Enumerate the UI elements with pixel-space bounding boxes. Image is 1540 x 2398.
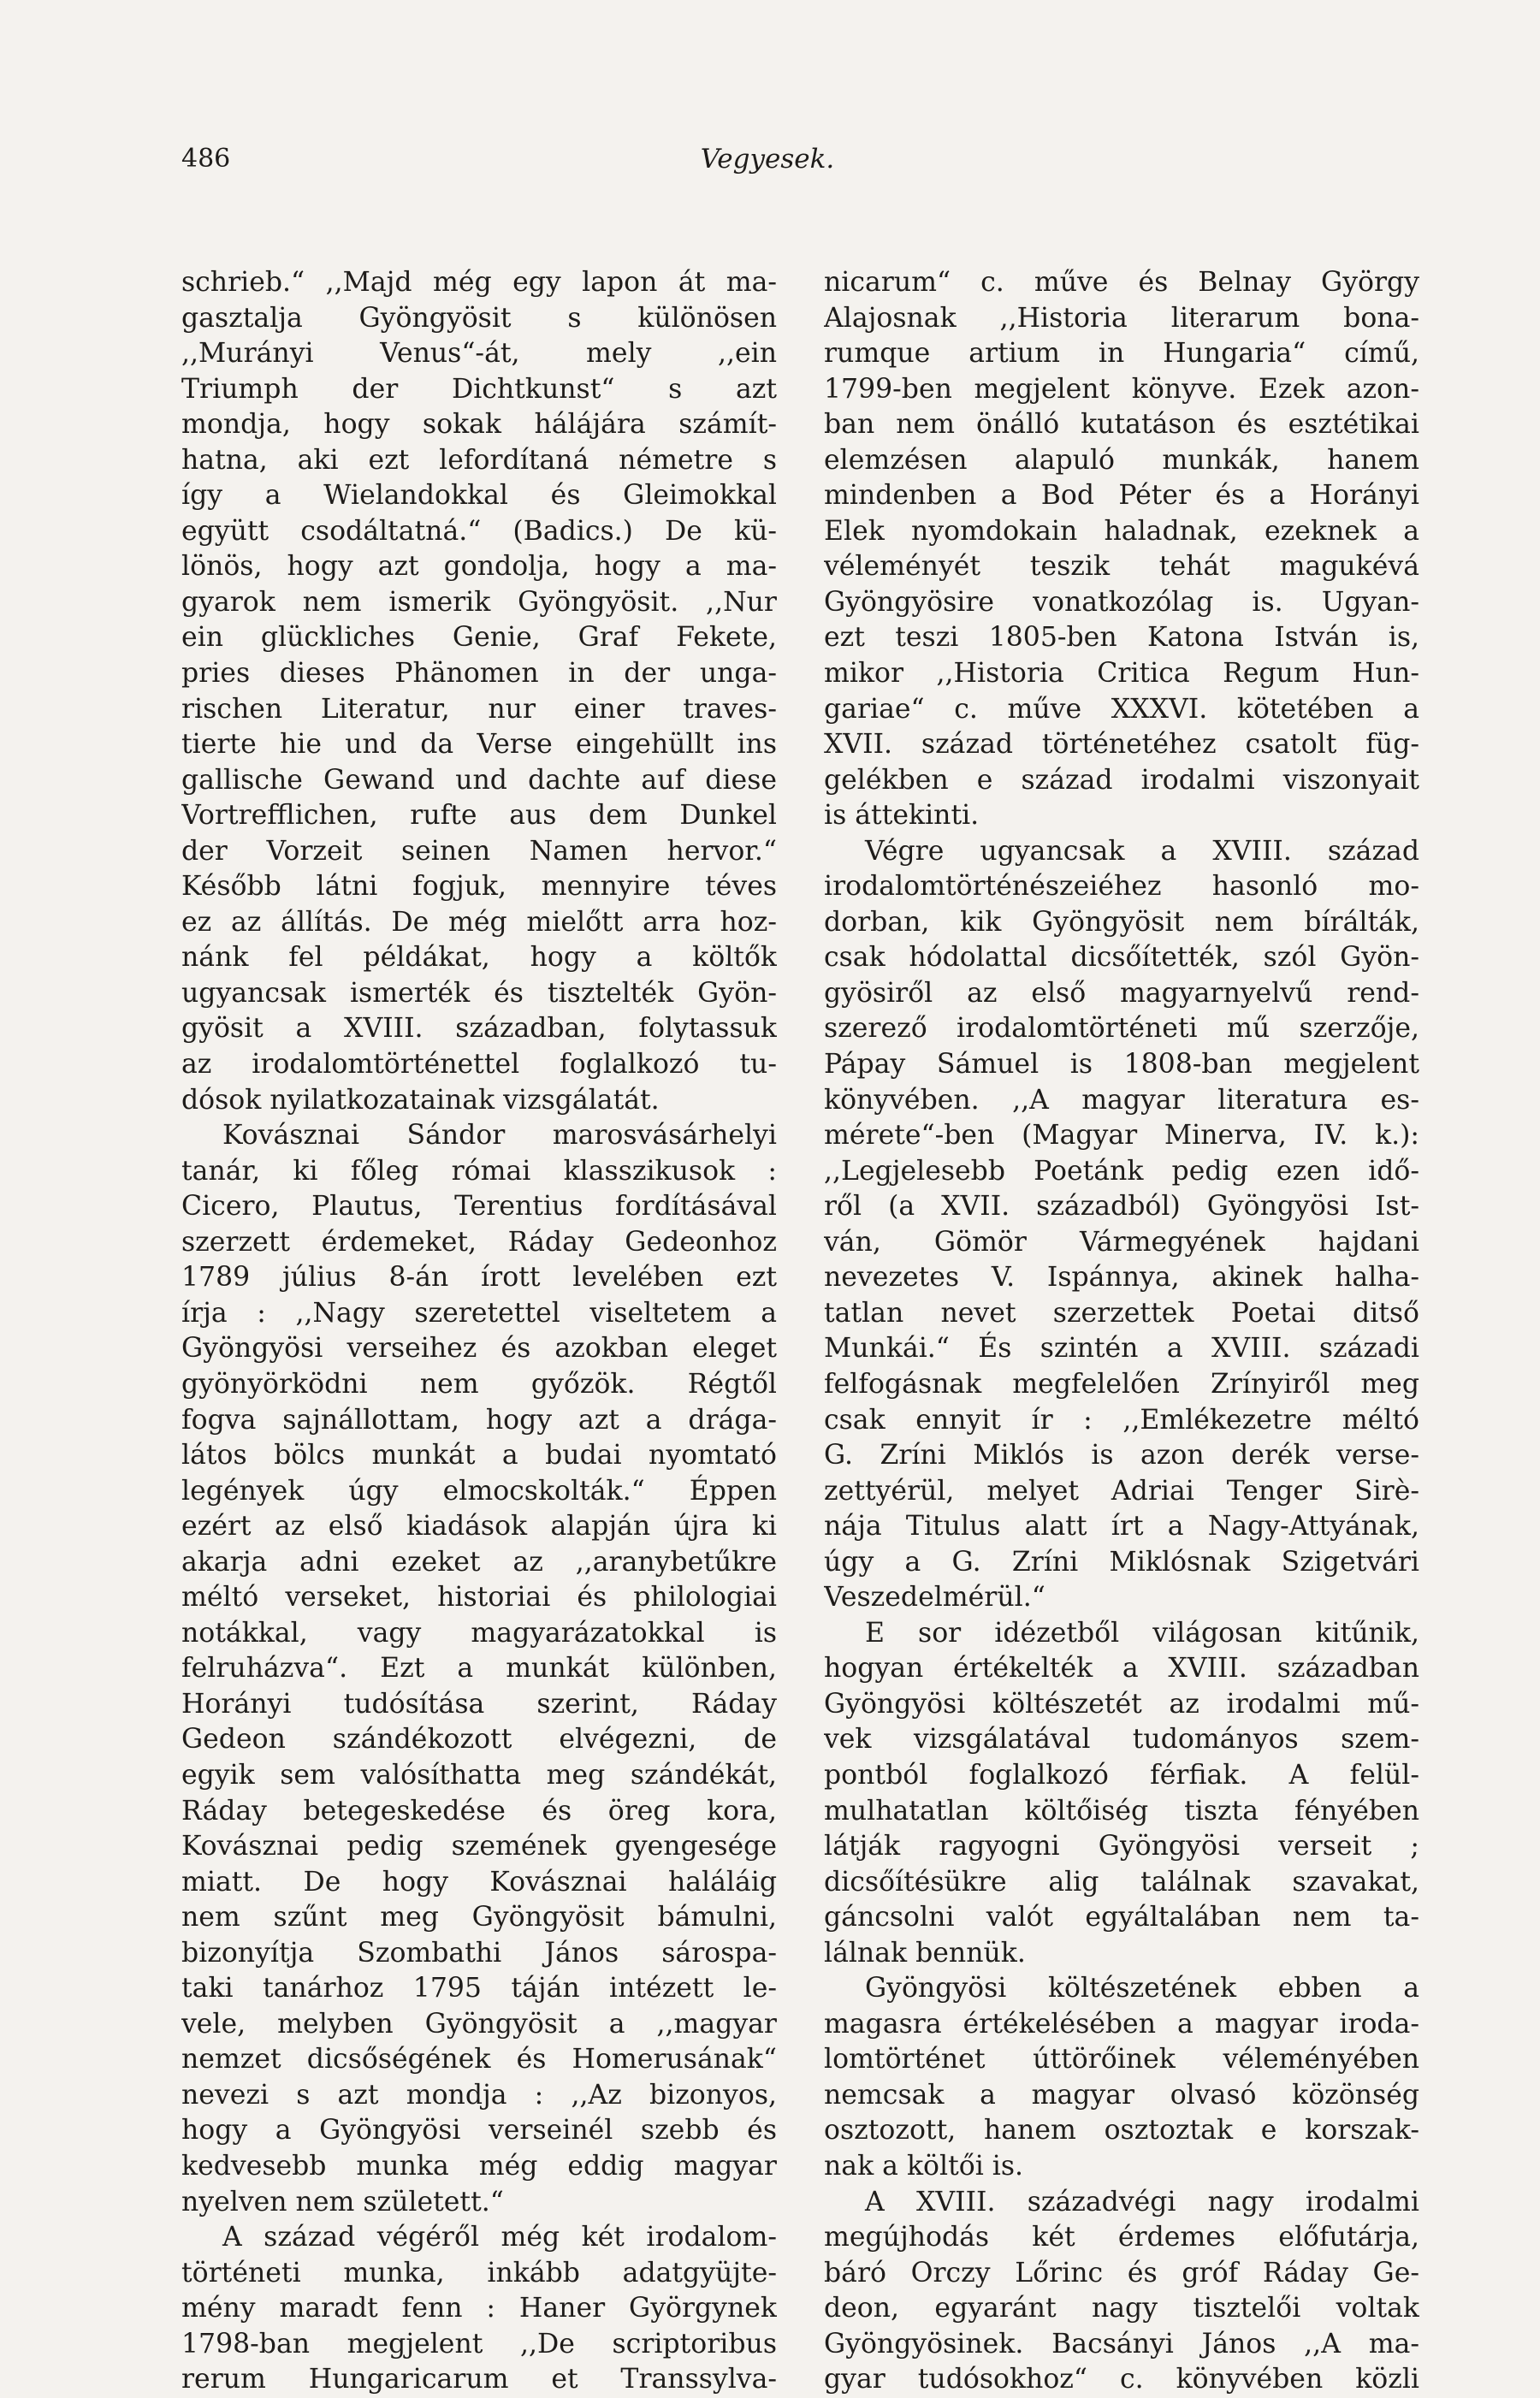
text-line: könyvében. ,,A magyar literatura es-: [824, 1084, 1419, 1116]
text-line: rumque artium in Hungaria“ című,: [824, 338, 1419, 370]
text-line: kedvesebb munka még eddig magyar: [181, 2150, 777, 2182]
text-line: méltó verseket, historiai és philologiai: [181, 1582, 777, 1613]
text-line: ,,Legjelesebb Poetánk pedig ezen idő-: [824, 1155, 1419, 1187]
text-line: ez az állítás. De még mielőtt arra hoz-: [181, 906, 777, 938]
text-line: ről (a XVII. századból) Gyöngyösi Ist-: [824, 1191, 1419, 1223]
text-line: csak ennyit ír : ,,Emlékezetre méltó: [824, 1404, 1419, 1436]
text-line: gariae“ c. műve XXXVI. kötetében a: [824, 693, 1419, 725]
text-line: irodalomtörténészeiéhez hasonló mo-: [824, 871, 1419, 903]
text-line: tatlan nevet szerzettek Poetai ditső: [824, 1297, 1419, 1329]
text-line: Horányi tudósítása szerint, Ráday: [181, 1688, 777, 1720]
text-line: véleményét teszik tehát magukévá: [824, 551, 1419, 583]
text-line: magasra értékelésében a magyar iroda-: [824, 2008, 1419, 2040]
text-line: felfogásnak megfelelően Zrínyiről meg: [824, 1368, 1419, 1400]
text-line: A század végéről még két irodalom-: [222, 2222, 777, 2253]
text-line: gelékben e század irodalmi viszonyait: [824, 764, 1419, 796]
text-line: Triumph der Dichtkunst“ s azt: [181, 373, 777, 405]
text-line: nak a költői is.: [824, 2150, 1024, 2182]
text-line: nicarum“ c. műve és Belnay György: [824, 267, 1419, 298]
page-header: [181, 144, 1353, 187]
text-line: látják ragyogni Gyöngyösi verseit ;: [824, 1831, 1419, 1862]
text-line: Elek nyomdokain haladnak, ezeknek a: [824, 515, 1419, 547]
text-line: Gyöngyösi költészetét az irodalmi mű-: [824, 1688, 1419, 1720]
text-line: Gyöngyösinek. Bacsányi János ,,A ma-: [824, 2328, 1419, 2360]
text-line: tanár, ki főleg római klasszikusok :: [181, 1155, 777, 1187]
text-line: lálnak bennük.: [824, 1937, 1026, 1969]
text-line: felruházva“. Ezt a munkát különben,: [181, 1653, 777, 1685]
text-line: osztozott, hanem osztoztak e korszak-: [824, 2115, 1419, 2146]
text-line: hogy a Gyöngyösi verseinél szebb és: [181, 2115, 777, 2146]
text-line: történeti munka, inkább adatgyüjte-: [181, 2257, 777, 2288]
text-line: gyösiről az első magyarnyelvű rend-: [824, 977, 1419, 1009]
text-line: nemzet dicsőségének és Homerusának“: [181, 2044, 777, 2075]
text-line: ugyancsak ismerték és tisztelték Gyön-: [181, 977, 777, 1009]
text-line: írja : ,,Nagy szeretettel viseltetem a: [181, 1297, 777, 1329]
text-line: rischen Literatur, nur einer traves-: [181, 693, 777, 725]
text-line: szerező irodalomtörténeti mű szerzője,: [824, 1013, 1419, 1045]
text-line: hogyan értékelték a XVIII. században: [824, 1653, 1419, 1685]
text-line: dicsőítésükre alig találnak szavakat,: [824, 1866, 1419, 1898]
text-line: nemcsak a magyar olvasó közönség: [824, 2079, 1419, 2111]
text-line: zettyérül, melyet Adriai Tenger Sirè-: [824, 1475, 1419, 1507]
text-line: fogva sajnállottam, hogy azt a drága-: [181, 1404, 777, 1436]
text-line: 1799-ben megjelent könyve. Ezek azon-: [824, 373, 1419, 405]
text-line: ban nem önálló kutatáson és esztétikai: [824, 409, 1419, 441]
text-line: E sor idézetből világosan kitűnik,: [865, 1617, 1419, 1649]
text-line: nája Titulus alatt írt a Nagy-Attyának,: [824, 1511, 1419, 1542]
text-line: gáncsolni valót egyáltalában nem ta-: [824, 1902, 1419, 1933]
text-line: Gedeon szándékozott elvégezni, de: [181, 1724, 777, 1756]
text-line: A XVIII. századvégi nagy irodalmi: [865, 2186, 1419, 2217]
text-line: elemzésen alapuló munkák, hanem: [824, 444, 1419, 476]
text-line: mérete“-ben (Magyar Minerva, IV. k.):: [824, 1120, 1419, 1152]
text-line: legények úgy elmocskolták.“ Éppen: [181, 1475, 777, 1507]
text-line: Gyöngyösire vonatkozólag is. Ugyan-: [824, 586, 1419, 618]
text-line: mondja, hogy sokak hálájára számít-: [181, 409, 777, 441]
page-number: 486: [181, 144, 231, 174]
text-line: taki tanárhoz 1795 táján intézett le-: [181, 1973, 777, 2004]
text-line: Végre ugyancsak a XVIII. század: [865, 835, 1419, 867]
text-line: megújhodás két érdemes előfutárja,: [824, 2222, 1419, 2253]
text-line: dósok nyilatkozatainak vizsgálatát.: [181, 1084, 660, 1116]
text-line: ,,Murányi Venus“-át, mely ,,ein: [181, 338, 777, 370]
text-line: Pápay Sámuel is 1808-ban megjelent: [824, 1049, 1419, 1081]
text-line: vek vizsgálatával tudományos szem-: [824, 1724, 1419, 1756]
text-line: az irodalomtörténettel foglalkozó tu-: [181, 1049, 777, 1081]
text-line: deon, egyaránt nagy tisztelői voltak: [824, 2293, 1419, 2324]
text-line: mindenben a Bod Péter és a Horányi: [824, 480, 1419, 512]
text-line: szerzett érdemeket, Ráday Gedeonhoz: [181, 1226, 777, 1258]
text-line: Ráday betegeskedése és öreg kora,: [181, 1795, 777, 1827]
text-line: gallische Gewand und dachte auf diese: [181, 764, 777, 796]
text-line: gyösit a XVIII. században, folytassuk: [181, 1013, 777, 1045]
text-line: nevezi s azt mondja : ,,Az bizonyos,: [181, 2079, 777, 2111]
text-line: hatna, aki ezt lefordítaná németre s: [181, 444, 777, 476]
text-line: bizonyítja Szombathi János sárospa-: [181, 1937, 777, 1969]
text-line: Alajosnak ,,Historia literarum bona-: [824, 302, 1419, 334]
text-line: lomtörténet úttörőinek véleményében: [824, 2044, 1419, 2075]
text-line: Gyöngyösi verseihez és azokban eleget: [181, 1333, 777, 1365]
text-line: gyar tudósokhoz“ c. könyvében közli: [824, 2364, 1419, 2395]
text-line: dorban, kik Gyöngyösit nem bírálták,: [824, 906, 1419, 938]
text-line: egyik sem valósíthatta meg szándékát,: [181, 1759, 777, 1791]
text-line: gyönyörködni nem győzök. Régtől: [181, 1368, 777, 1400]
text-line: mény maradt fenn : Haner Györgynek: [181, 2293, 777, 2324]
text-line: 1798-ban megjelent ,,De scriptoribus: [181, 2328, 777, 2360]
text-line: vele, melyben Gyöngyösit a ,,magyar: [181, 2008, 777, 2040]
text-line: csak hódolattal dicsőítették, szól Gyön-: [824, 942, 1419, 974]
text-line: XVII. század történetéhez csatolt füg-: [824, 729, 1419, 761]
text-line: mikor ,,Historia Critica Regum Hun-: [824, 658, 1419, 690]
text-line: nem szűnt meg Gyöngyösit bámulni,: [181, 1902, 777, 1933]
text-line: rerum Hungaricarum et Transsylva-: [181, 2364, 777, 2395]
text-line: akarja adni ezeket az ,,aranybetűkre: [181, 1546, 777, 1578]
text-line: Később látni fogjuk, mennyire téves: [181, 871, 777, 903]
text-line: nánk fel példákat, hogy a költők: [181, 942, 777, 974]
text-line: Vortrefflichen, rufte aus dem Dunkel: [181, 800, 777, 832]
right-text-column: [824, 265, 1419, 2398]
text-line: der Vorzeit seinen Namen hervor.“: [181, 835, 777, 867]
text-line: ván, Gömör Vármegyének hajdani: [824, 1226, 1419, 1258]
text-line: így a Wielandokkal és Gleimokkal: [181, 480, 777, 512]
text-line: együtt csodáltatná.“ (Badics.) De kü-: [181, 515, 777, 547]
text-line: schrieb.“ ,,Majd még egy lapon át ma-: [181, 267, 777, 298]
text-line: ein glückliches Genie, Graf Fekete,: [181, 622, 777, 654]
text-line: látos bölcs munkát a budai nyomtató: [181, 1440, 777, 1471]
text-line: miatt. De hogy Kovásznai haláláig: [181, 1866, 777, 1898]
text-line: pries dieses Phänomen in der unga-: [181, 658, 777, 690]
text-line: Kovásznai Sándor marosvásárhelyi: [222, 1120, 777, 1152]
text-line: mulhatatlan költőiség tiszta fényében: [824, 1795, 1419, 1827]
text-line: gyarok nem ismerik Gyöngyösit. ,,Nur: [181, 586, 777, 618]
text-line: nevezetes V. Ispánnya, akinek halha-: [824, 1262, 1419, 1294]
text-line: ezért az első kiadások alapján újra ki: [181, 1511, 777, 1542]
text-line: Munkái.“ És szintén a XVIII. századi: [824, 1333, 1419, 1365]
text-line: tierte hie und da Verse eingehüllt ins: [181, 729, 777, 761]
running-head: Vegyesek.: [700, 144, 835, 175]
text-line: gasztalja Gyöngyösit s különösen: [181, 302, 777, 334]
text-line: nyelven nem született.“: [181, 2186, 504, 2217]
text-line: Veszedelmérül.“: [824, 1582, 1045, 1613]
text-line: ezt teszi 1805-ben Katona István is,: [824, 622, 1419, 654]
text-line: 1789 július 8-án írott levelében ezt: [181, 1262, 777, 1294]
text-line: is áttekinti.: [824, 800, 980, 832]
text-line: lönös, hogy azt gondolja, hogy a ma-: [181, 551, 777, 583]
left-text-column: [181, 265, 777, 2398]
text-line: G. Zríni Miklós is azon derék verse-: [824, 1440, 1419, 1471]
text-line: Gyöngyösi költészetének ebben a: [865, 1973, 1419, 2004]
text-line: úgy a G. Zríni Miklósnak Szigetvári: [824, 1546, 1419, 1578]
text-line: Kovásznai pedig szemének gyengesége: [181, 1831, 777, 1862]
text-line: notákkal, vagy magyarázatokkal is: [181, 1617, 777, 1649]
text-line: báró Orczy Lőrinc és gróf Ráday Ge-: [824, 2257, 1419, 2288]
text-line: pontból foglalkozó férfiak. A felül-: [824, 1759, 1419, 1791]
text-line: Cicero, Plautus, Terentius fordításával: [181, 1191, 777, 1223]
